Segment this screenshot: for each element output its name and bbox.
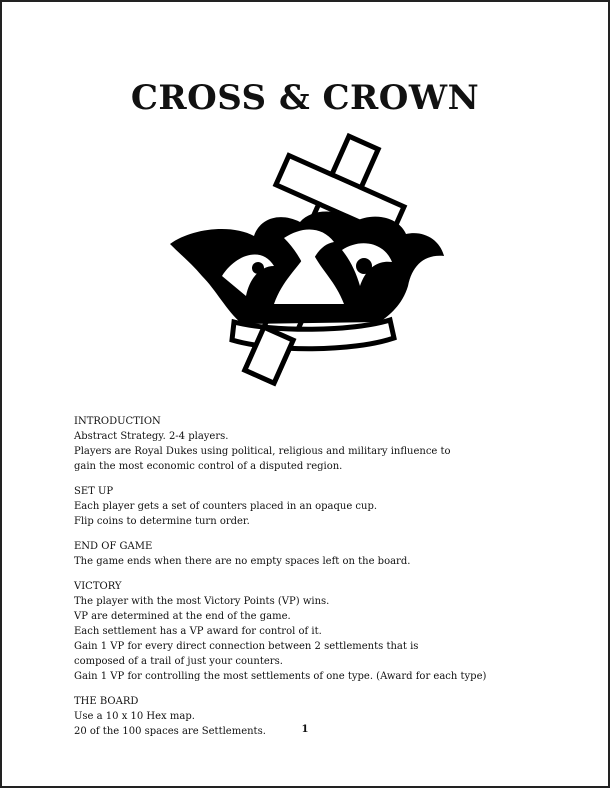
section-line: Players are Royal Dukes using political, religious and military influence to	[74, 446, 451, 457]
section-line: 20 of the 100 spaces are Settlements.	[74, 726, 266, 737]
document-title: CROSS & CROWN	[130, 78, 480, 118]
section-heading: SET UP	[74, 486, 114, 497]
section-line: The game ends when there are no empty spaces left on the board.	[74, 556, 411, 567]
page-number: 1	[301, 724, 309, 735]
section-heading: THE BOARD	[74, 696, 139, 707]
section-line: The player with the most Victory Points (VP) wins.	[74, 596, 330, 607]
section-line: Flip coins to determine turn order.	[74, 516, 250, 527]
section-heading: INTRODUCTION	[74, 416, 161, 427]
cross-and-crown-icon	[162, 126, 452, 396]
section-line: composed of a trail of just your counters.	[74, 656, 283, 667]
section-line: Gain 1 VP for controlling the most settlements of one type. (Award for each type)	[74, 671, 487, 682]
section-heading: END OF GAME	[74, 541, 153, 552]
section-set-up	[74, 484, 554, 529]
section-line: gain the most economic control of a disputed region.	[74, 461, 343, 472]
section-end-of-game	[74, 539, 554, 569]
section-line: Each player gets a set of counters placed in an opaque cup.	[74, 501, 378, 512]
section-victory	[74, 579, 554, 684]
section-heading: VICTORY	[74, 581, 122, 592]
section-line: Abstract Strategy. 2-4 players.	[74, 431, 229, 442]
section-line: Use a 10 x 10 Hex map.	[74, 711, 195, 722]
rules-content	[74, 414, 554, 749]
section-line: Each settlement has a VP award for control of it.	[74, 626, 322, 637]
section-introduction	[74, 414, 554, 474]
section-line: Gain 1 VP for every direct connection between 2 settlements that is	[74, 641, 419, 652]
section-line: VP are determined at the end of the game.	[74, 611, 291, 622]
